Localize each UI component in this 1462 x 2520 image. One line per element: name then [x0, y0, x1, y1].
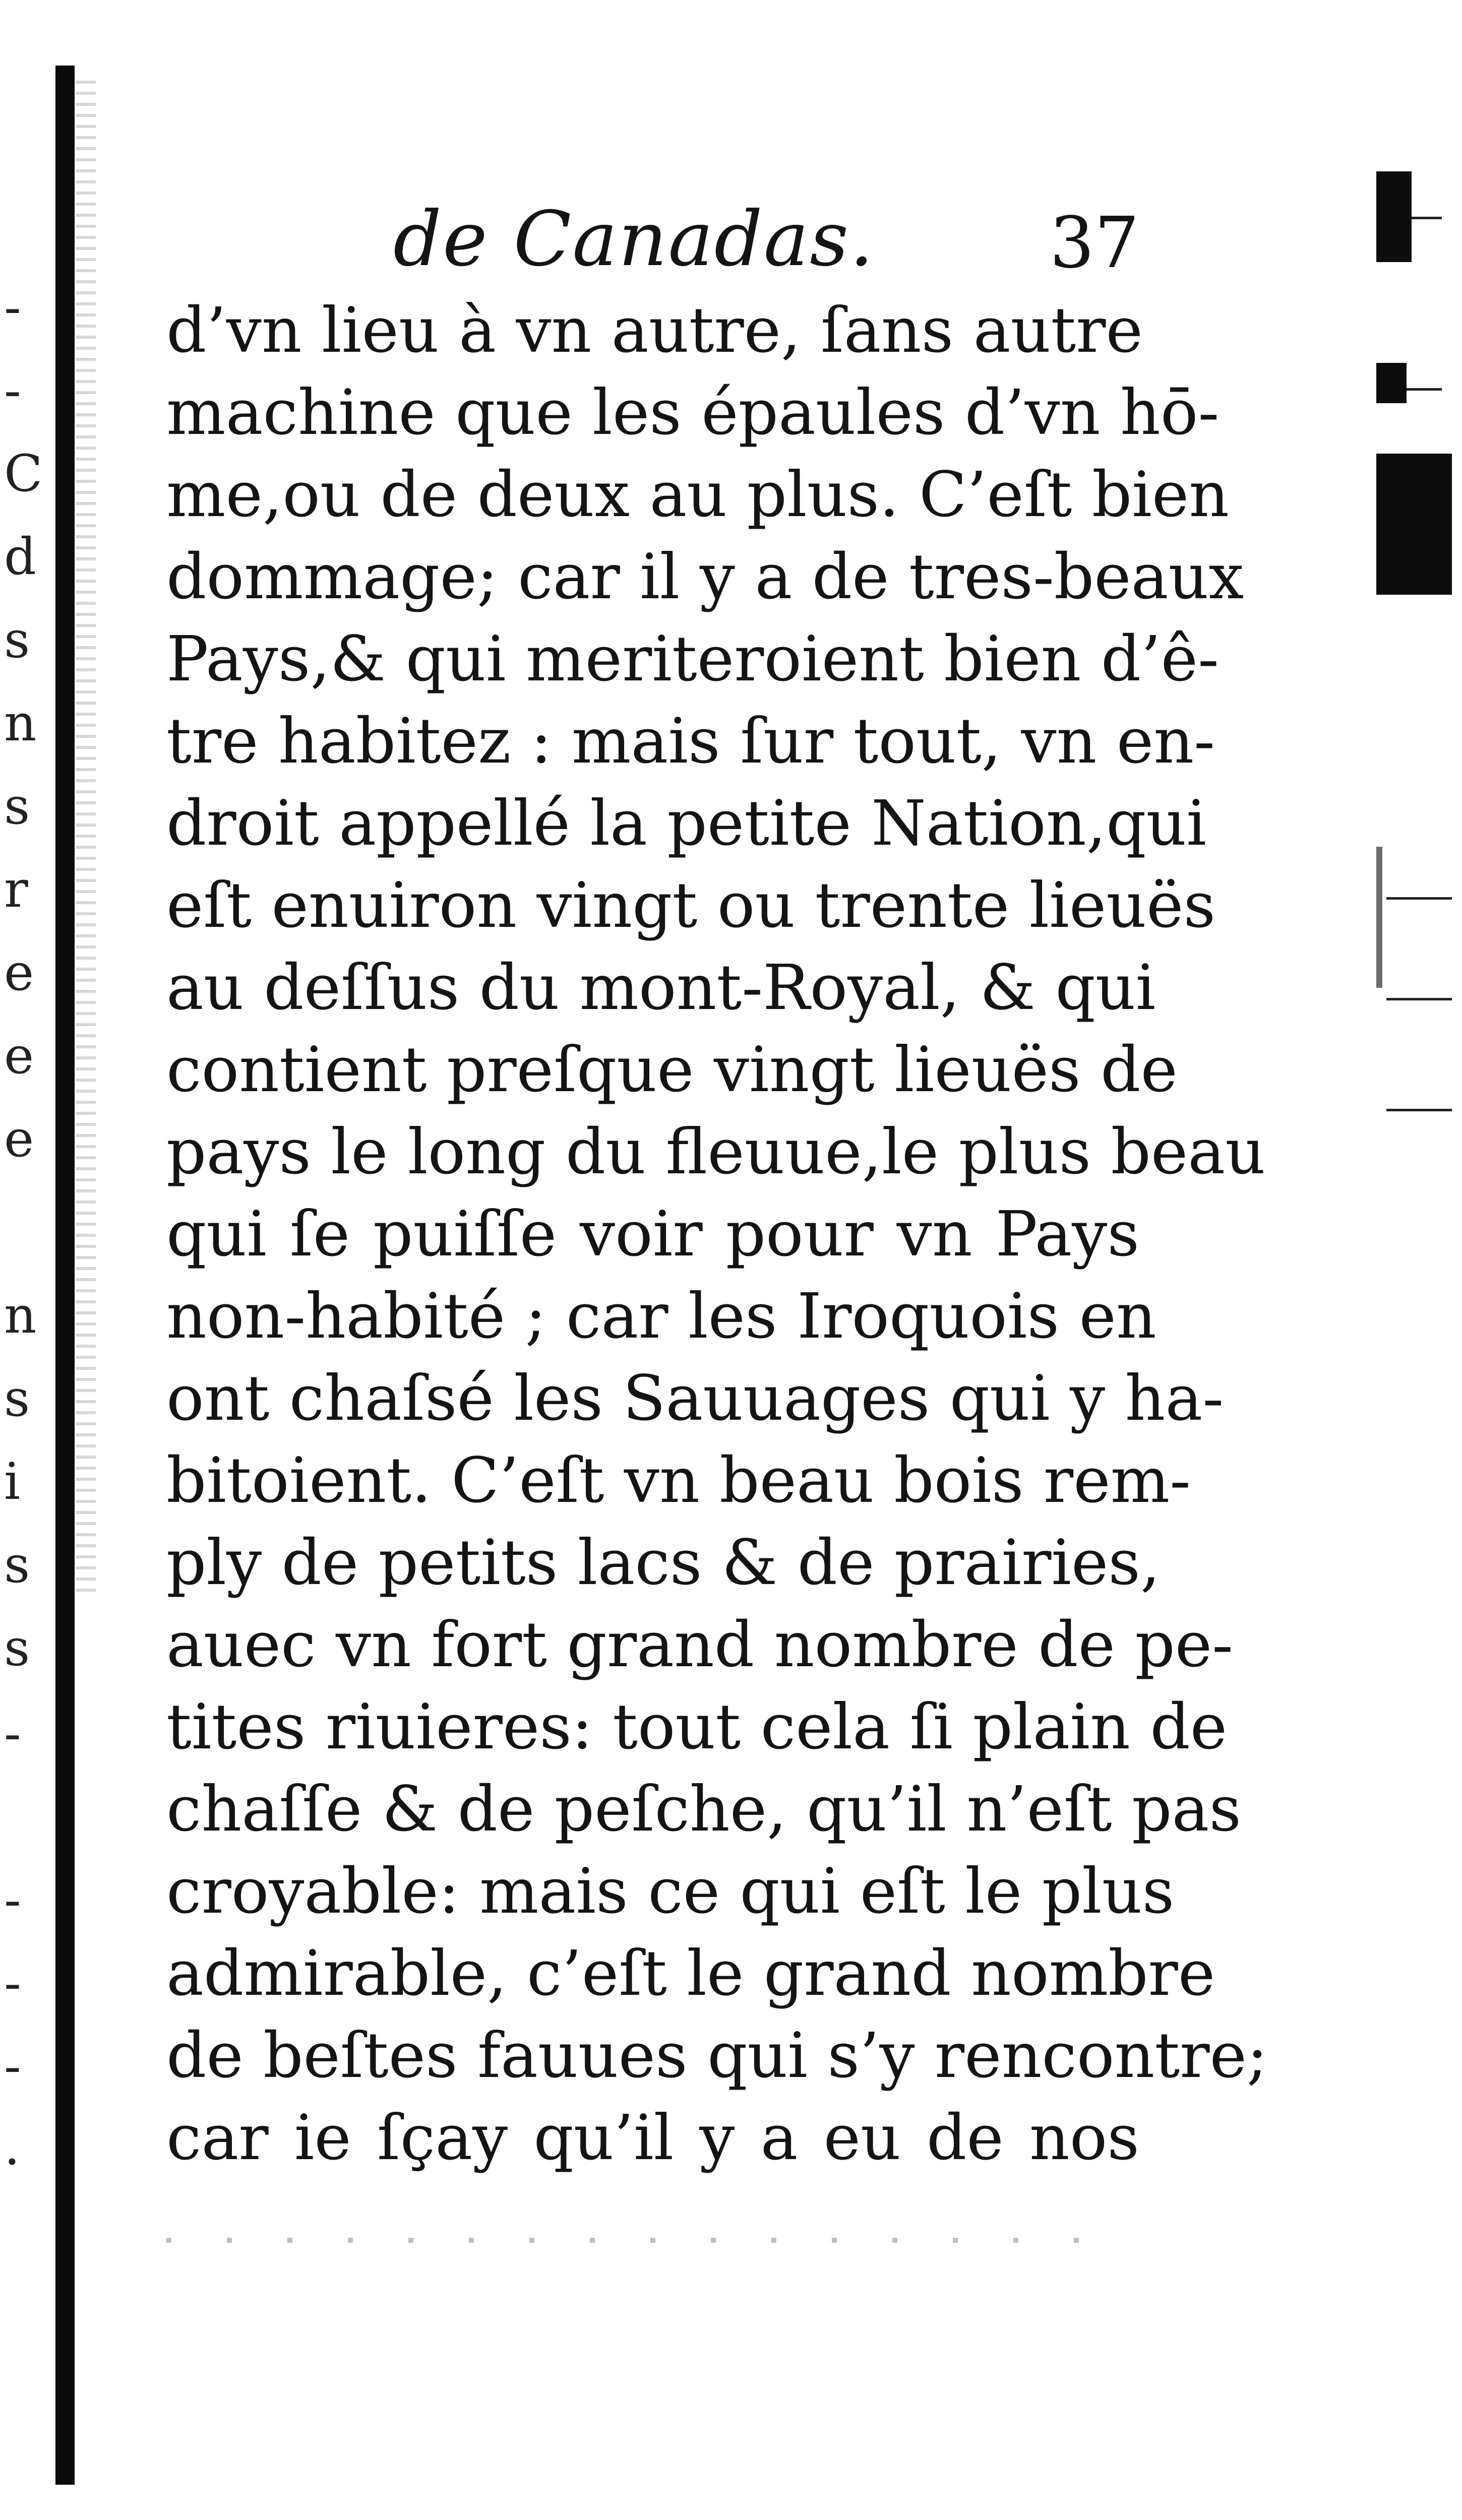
left-page-fragment: -: [4, 361, 21, 420]
left-page-fragment: r: [4, 860, 28, 919]
bleed-mark: [1412, 217, 1442, 219]
text-line: qui ſe puiſſe voir pour vn Pays: [166, 1198, 1139, 1271]
text-line: chaſſe & de peſche, qu’il n’eſt pas: [166, 1773, 1242, 1846]
left-page-fragment: s: [4, 610, 30, 669]
text-line: auec vn fort grand nombre de pe-: [166, 1609, 1234, 1681]
bleed-mark: [1386, 897, 1452, 900]
left-page-fragment: -: [4, 1954, 21, 2012]
binding-gutter-bar: [55, 66, 75, 2485]
text-line: car ie ſçay qu’il y a eu de nos: [166, 2102, 1139, 2174]
page-number: 37: [1049, 202, 1139, 284]
bottom-rule-dots: [166, 2238, 1124, 2243]
text-line: au deſſus du mont-Royal, & qui: [166, 952, 1156, 1024]
text-line: dommage; car il y a de tres-beaux: [166, 541, 1244, 613]
text-line: admirable, c’eſt le grand nombre: [166, 1937, 1215, 2010]
text-line: Pays,& qui meriteroient bien d’ê-: [166, 623, 1219, 696]
left-page-fragment: s: [4, 1618, 30, 1677]
left-page-fragment: -: [4, 1704, 21, 1763]
left-page-fragment: i: [4, 1452, 20, 1511]
bleed-mark: [1407, 388, 1442, 391]
left-page-fragment: d: [4, 527, 37, 586]
right-page-bleed: [1361, 151, 1462, 1159]
text-line: machine que les épaules d’vn hō-: [166, 376, 1220, 449]
text-line: non-habité ; car les Iroquois en: [166, 1280, 1156, 1353]
left-page-fragment: e: [4, 943, 34, 1002]
text-line: ont chaſsé les Sauuages qui y ha-: [166, 1362, 1224, 1435]
bleed-mark: [1376, 847, 1382, 988]
text-line: me,ou de deux au plus. C’eſt bien: [166, 459, 1230, 531]
text-line: croyable: mais ce qui eſt le plus: [166, 1855, 1175, 1928]
running-title: de Canadas.: [393, 196, 875, 283]
left-page-fragment: e: [4, 1109, 34, 1168]
text-line: de beſtes fauues qui s’y rencontre;: [166, 2020, 1268, 2092]
text-line: tre habitez : mais ſur tout, vn en-: [166, 705, 1215, 778]
text-line: eſt enuiron vingt ou trente lieuës: [166, 869, 1216, 942]
bleed-mark: [1376, 454, 1452, 595]
text-line: pays le long du fleuue,le plus beau: [166, 1116, 1266, 1188]
gutter-speckle: [76, 81, 96, 1593]
left-page-fragment: n: [4, 694, 37, 752]
left-page-fragment: s: [4, 1535, 30, 1594]
left-page-fragment: -: [4, 2037, 21, 2096]
left-page-fragment: C: [4, 444, 43, 503]
text-line: droit appellé la petite Nation,qui: [166, 787, 1207, 860]
text-line: contient preſque vingt lieuës de: [166, 1034, 1178, 1106]
text-line: d’vn lieu à vn autre, ſans autre: [166, 294, 1143, 367]
left-page-bleed: [0, 278, 43, 2197]
bleed-mark: [1376, 171, 1412, 262]
left-page-fragment: n: [4, 1286, 37, 1345]
left-page-fragment: -: [4, 1870, 21, 1929]
bleed-mark: [1386, 998, 1452, 1000]
text-line: ply de petits lacs & de prairies,: [166, 1527, 1161, 1599]
text-line: bitoient. C’eſt vn beau bois rem-: [166, 1444, 1191, 1517]
left-page-fragment: s: [4, 1369, 30, 1428]
body-text: [166, 290, 1268, 2179]
bleed-mark: [1376, 363, 1407, 403]
page-header: [393, 196, 1160, 300]
left-page-fragment: e: [4, 1026, 34, 1085]
left-page-fragment: -: [4, 278, 21, 337]
left-page-fragment: s: [4, 777, 30, 836]
text-line: tites riuieres: tout cela ſi plain de: [166, 1691, 1228, 1763]
bleed-mark: [1386, 1109, 1452, 1111]
left-page-fragment: .: [4, 2117, 20, 2176]
